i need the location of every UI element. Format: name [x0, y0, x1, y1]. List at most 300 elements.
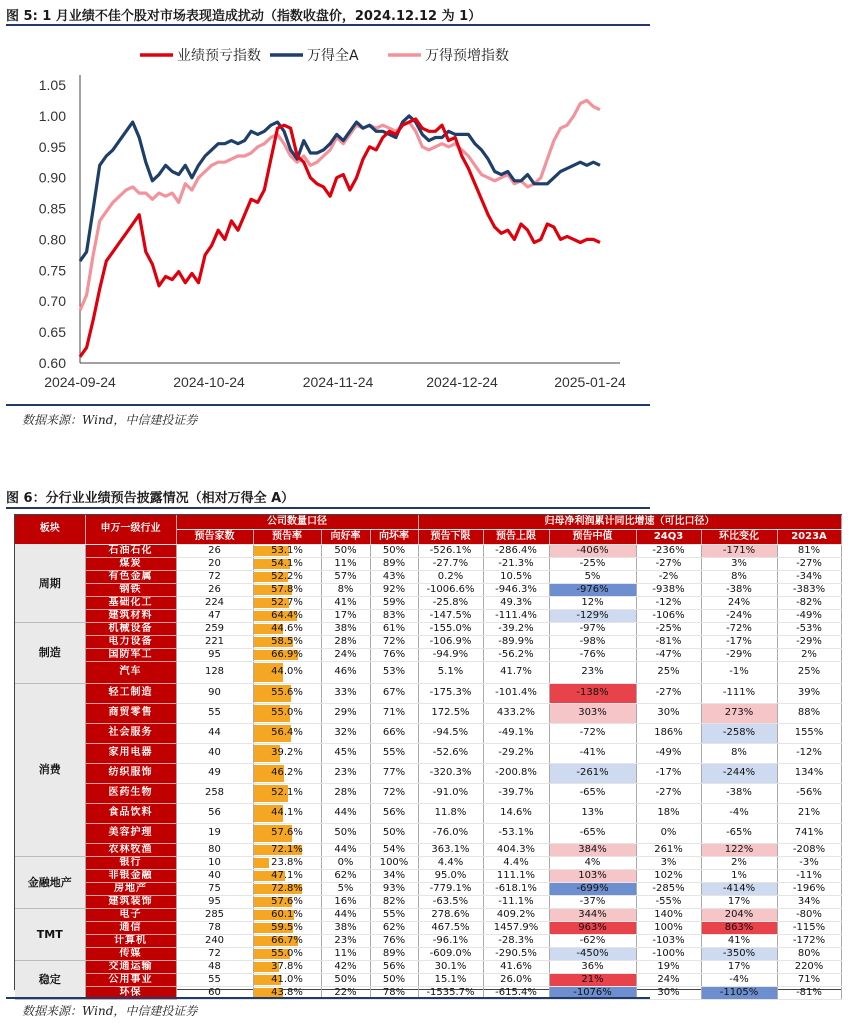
table-row: [15, 583, 841, 596]
industry-cell: 有色金属: [85, 570, 176, 583]
rate-cell: 37.8%: [253, 960, 321, 973]
count-cell: 72: [176, 947, 253, 960]
lower-bound-cell: -106.9%: [418, 635, 483, 648]
lower-bound-cell: -147.5%: [418, 609, 483, 622]
qoq-change-cell: 1%: [701, 869, 777, 882]
table-row: [15, 763, 841, 783]
upper-bound-cell: -49.1%: [483, 723, 549, 743]
a2023-cell: -53%: [777, 622, 841, 635]
a2023-cell: 21%: [777, 803, 841, 823]
line-chart: [0, 30, 660, 402]
good-rate-cell: 50%: [321, 544, 370, 557]
good-rate-cell: 17%: [321, 609, 370, 622]
q3-cell: -100%: [636, 947, 701, 960]
count-cell: 75: [176, 882, 253, 895]
count-cell: 56: [176, 803, 253, 823]
bad-rate-cell: 93%: [370, 882, 418, 895]
good-rate-cell: 28%: [321, 635, 370, 648]
table-row: [15, 557, 841, 570]
qoq-change-cell: 3%: [701, 557, 777, 570]
block-cell: TMT: [15, 908, 85, 960]
q3-cell: -47%: [636, 648, 701, 661]
qoq-change-cell: 122%: [701, 843, 777, 856]
upper-bound-cell: -89.9%: [483, 635, 549, 648]
industry-cell: 钢铁: [85, 583, 176, 596]
lower-bound-cell: 4.4%: [418, 856, 483, 869]
industry-cell: 基础化工: [85, 596, 176, 609]
upper-bound-cell: 41.7%: [483, 661, 549, 683]
upper-bound-cell: -618.1%: [483, 882, 549, 895]
qoq-change-cell: 8%: [701, 570, 777, 583]
q3-cell: 30%: [636, 703, 701, 723]
header-industry: 申万一级行业: [85, 515, 176, 544]
lower-bound-cell: 30.1%: [418, 960, 483, 973]
upper-bound-cell: -290.5%: [483, 947, 549, 960]
rate-cell: 44.1%: [253, 803, 321, 823]
bad-rate-cell: 67%: [370, 683, 418, 703]
count-cell: 78: [176, 921, 253, 934]
lower-bound-cell: 5.1%: [418, 661, 483, 683]
a2023-cell: -80%: [777, 908, 841, 921]
lower-bound-cell: -76.0%: [418, 823, 483, 843]
qoq-change-cell: 17%: [701, 895, 777, 908]
bad-rate-cell: 77%: [370, 763, 418, 783]
a2023-cell: -34%: [777, 570, 841, 583]
bad-rate-cell: 50%: [370, 544, 418, 557]
a2023-cell: 741%: [777, 823, 841, 843]
column-header: 2023A: [777, 529, 841, 544]
industry-cell: 电子: [85, 908, 176, 921]
industry-cell: 房地产: [85, 882, 176, 895]
industry-cell: 通信: [85, 921, 176, 934]
lower-bound-cell: -63.5%: [418, 895, 483, 908]
column-header: 预告率: [253, 529, 321, 544]
lower-bound-cell: 363.1%: [418, 843, 483, 856]
a2023-cell: 25%: [777, 661, 841, 683]
count-cell: 259: [176, 622, 253, 635]
header-group-growth: 归母净利润累计同比增速（可比口径）: [418, 515, 841, 529]
lower-bound-cell: -526.1%: [418, 544, 483, 557]
midpoint-cell: -62%: [549, 934, 636, 947]
upper-bound-cell: -11.1%: [483, 895, 549, 908]
bad-rate-cell: 71%: [370, 703, 418, 723]
count-cell: 240: [176, 934, 253, 947]
bad-rate-cell: 100%: [370, 856, 418, 869]
rate-cell: 52.2%: [253, 570, 321, 583]
figure5-bottom-rule: [6, 404, 650, 406]
bad-rate-cell: 72%: [370, 635, 418, 648]
rate-cell: 54.1%: [253, 557, 321, 570]
lower-bound-cell: 11.8%: [418, 803, 483, 823]
rate-bar: [254, 858, 270, 868]
bad-rate-cell: 89%: [370, 557, 418, 570]
industry-cell: 纺织服饰: [85, 763, 176, 783]
bad-rate-cell: 59%: [370, 596, 418, 609]
table-row: [15, 743, 841, 763]
industry-cell: 传媒: [85, 947, 176, 960]
a2023-cell: -27%: [777, 557, 841, 570]
table-row: [15, 544, 841, 557]
midpoint-cell: -65%: [549, 783, 636, 803]
a2023-cell: -29%: [777, 635, 841, 648]
figure5-title: 图 5: 1 月业绩不佳个股对市场表现造成扰动（指数收盘价，2024.12.12 为 1）: [6, 9, 482, 24]
rate-cell: 55.0%: [253, 703, 321, 723]
count-cell: 40: [176, 869, 253, 882]
lower-bound-cell: -91.0%: [418, 783, 483, 803]
rate-cell: 72.1%: [253, 843, 321, 856]
y-tick-label: 0.70: [38, 293, 66, 310]
bad-rate-cell: 72%: [370, 783, 418, 803]
rate-cell: 43.8%: [253, 986, 321, 999]
count-cell: 47: [176, 609, 253, 622]
column-header: 24Q3: [636, 529, 701, 544]
x-tick-label: 2024-10-24: [173, 374, 245, 390]
rate-cell: 66.9%: [253, 648, 321, 661]
rate-cell: 44.0%: [253, 661, 321, 683]
upper-bound-cell: -200.8%: [483, 763, 549, 783]
midpoint-cell: 963%: [549, 921, 636, 934]
count-cell: 90: [176, 683, 253, 703]
bad-rate-cell: 62%: [370, 921, 418, 934]
figure5-source: 数据来源：Wind，中信建投证券: [22, 413, 198, 427]
midpoint-cell: 36%: [549, 960, 636, 973]
q3-cell: -285%: [636, 882, 701, 895]
qoq-change-cell: -1105%: [701, 986, 777, 999]
count-cell: 128: [176, 661, 253, 683]
rate-cell: 64.4%: [253, 609, 321, 622]
rate-cell: 59.5%: [253, 921, 321, 934]
lower-bound-cell: 0.2%: [418, 570, 483, 583]
bad-rate-cell: 55%: [370, 908, 418, 921]
a2023-cell: -56%: [777, 783, 841, 803]
upper-bound-cell: 41.6%: [483, 960, 549, 973]
table-row: [15, 683, 841, 703]
figure6-source: 数据来源：Wind，中信建投证券: [22, 1004, 198, 1018]
a2023-cell: -208%: [777, 843, 841, 856]
count-cell: 40: [176, 743, 253, 763]
lower-bound-cell: -94.5%: [418, 723, 483, 743]
midpoint-cell: -72%: [549, 723, 636, 743]
legend-label: 业绩预亏指数: [177, 48, 261, 64]
qoq-change-cell: -4%: [701, 973, 777, 986]
qoq-change-cell: 8%: [701, 743, 777, 763]
lower-bound-cell: 15.1%: [418, 973, 483, 986]
rate-cell: 39.2%: [253, 743, 321, 763]
column-header: 环比变化: [701, 529, 777, 544]
good-rate-cell: 57%: [321, 570, 370, 583]
a2023-cell: -81%: [777, 986, 841, 999]
column-header: 预告中值: [549, 529, 636, 544]
bad-rate-cell: 89%: [370, 947, 418, 960]
lower-bound-cell: 95.0%: [418, 869, 483, 882]
rate-cell: 55.6%: [253, 683, 321, 703]
figure5-top-rule: [6, 24, 650, 26]
qoq-change-cell: -72%: [701, 622, 777, 635]
table-row: [15, 635, 841, 648]
good-rate-cell: 29%: [321, 703, 370, 723]
industry-cell: 公用事业: [85, 973, 176, 986]
q3-cell: -12%: [636, 596, 701, 609]
figure6-top-rule: [6, 507, 650, 509]
good-rate-cell: 8%: [321, 583, 370, 596]
qoq-change-cell: 204%: [701, 908, 777, 921]
legend-label: 万得预增指数: [425, 48, 509, 64]
industry-cell: 非银金融: [85, 869, 176, 882]
table-row: [15, 596, 841, 609]
figure6-bottom-rule: [6, 997, 650, 999]
count-cell: 224: [176, 596, 253, 609]
q3-cell: -55%: [636, 895, 701, 908]
bad-rate-cell: 61%: [370, 622, 418, 635]
lower-bound-cell: -94.9%: [418, 648, 483, 661]
midpoint-cell: -41%: [549, 743, 636, 763]
upper-bound-cell: -53.1%: [483, 823, 549, 843]
x-tick-label: 2024-09-24: [44, 374, 116, 390]
column-header: 预告家数: [176, 529, 253, 544]
rate-cell: 57.6%: [253, 895, 321, 908]
lower-bound-cell: -609.0%: [418, 947, 483, 960]
qoq-change-cell: -414%: [701, 882, 777, 895]
qoq-change-cell: -1%: [701, 661, 777, 683]
q3-cell: -106%: [636, 609, 701, 622]
upper-bound-cell: -111.4%: [483, 609, 549, 622]
midpoint-cell: -261%: [549, 763, 636, 783]
rate-cell: 55.0%: [253, 947, 321, 960]
qoq-change-cell: -38%: [701, 783, 777, 803]
bad-rate-cell: 50%: [370, 973, 418, 986]
good-rate-cell: 28%: [321, 783, 370, 803]
lower-bound-cell: -52.6%: [418, 743, 483, 763]
midpoint-cell: -25%: [549, 557, 636, 570]
qoq-change-cell: 863%: [701, 921, 777, 934]
q3-cell: -938%: [636, 583, 701, 596]
a2023-cell: -3%: [777, 856, 841, 869]
lower-bound-cell: -96.1%: [418, 934, 483, 947]
count-cell: 26: [176, 544, 253, 557]
good-rate-cell: 5%: [321, 882, 370, 895]
upper-bound-cell: 4.4%: [483, 856, 549, 869]
industry-cell: 家用电器: [85, 743, 176, 763]
q3-cell: 30%: [636, 986, 701, 999]
rate-cell: 58.5%: [253, 635, 321, 648]
a2023-cell: 39%: [777, 683, 841, 703]
qoq-change-cell: -350%: [701, 947, 777, 960]
midpoint-cell: -129%: [549, 609, 636, 622]
qoq-change-cell: -65%: [701, 823, 777, 843]
a2023-cell: -49%: [777, 609, 841, 622]
q3-cell: -236%: [636, 544, 701, 557]
upper-bound-cell: 404.3%: [483, 843, 549, 856]
industry-cell: 社会服务: [85, 723, 176, 743]
rate-cell: 57.8%: [253, 583, 321, 596]
a2023-cell: -82%: [777, 596, 841, 609]
table-row: [15, 823, 841, 843]
count-cell: 44: [176, 723, 253, 743]
bad-rate-cell: 78%: [370, 986, 418, 999]
count-cell: 19: [176, 823, 253, 843]
lower-bound-cell: -1006.6%: [418, 583, 483, 596]
good-rate-cell: 32%: [321, 723, 370, 743]
midpoint-cell: 5%: [549, 570, 636, 583]
table-row: [15, 661, 841, 683]
a2023-cell: 88%: [777, 703, 841, 723]
industry-cell: 煤炭: [85, 557, 176, 570]
column-header: 预告上限: [483, 529, 549, 544]
y-tick-label: 0.90: [38, 169, 66, 186]
a2023-cell: 2%: [777, 648, 841, 661]
rate-cell: 66.7%: [253, 934, 321, 947]
q3-cell: -27%: [636, 683, 701, 703]
midpoint-cell: -98%: [549, 635, 636, 648]
good-rate-cell: 38%: [321, 622, 370, 635]
upper-bound-cell: -28.3%: [483, 934, 549, 947]
qoq-change-cell: -258%: [701, 723, 777, 743]
y-tick-label: 0.95: [38, 138, 66, 155]
good-rate-cell: 11%: [321, 557, 370, 570]
midpoint-cell: 21%: [549, 973, 636, 986]
upper-bound-cell: 26.0%: [483, 973, 549, 986]
bad-rate-cell: 34%: [370, 869, 418, 882]
midpoint-cell: -699%: [549, 882, 636, 895]
a2023-cell: 34%: [777, 895, 841, 908]
industry-cell: 机械设备: [85, 622, 176, 635]
midpoint-cell: 344%: [549, 908, 636, 921]
industry-cell: 商贸零售: [85, 703, 176, 723]
industry-cell: 建筑材料: [85, 609, 176, 622]
series-line: [80, 119, 600, 357]
q3-cell: -17%: [636, 763, 701, 783]
q3-cell: 18%: [636, 803, 701, 823]
count-cell: 10: [176, 856, 253, 869]
q3-cell: -27%: [636, 557, 701, 570]
upper-bound-cell: 433.2%: [483, 703, 549, 723]
table-row: [15, 803, 841, 823]
lower-bound-cell: 278.6%: [418, 908, 483, 921]
bad-rate-cell: 54%: [370, 843, 418, 856]
a2023-cell: -196%: [777, 882, 841, 895]
qoq-change-cell: 24%: [701, 596, 777, 609]
q3-cell: -27%: [636, 783, 701, 803]
qoq-change-cell: 41%: [701, 934, 777, 947]
table-row: [15, 934, 841, 947]
y-tick-label: 0.85: [38, 200, 66, 217]
midpoint-cell: 384%: [549, 843, 636, 856]
bad-rate-cell: 92%: [370, 583, 418, 596]
block-cell: 稳定: [15, 960, 85, 999]
count-cell: 60: [176, 986, 253, 999]
bad-rate-cell: 56%: [370, 803, 418, 823]
bad-rate-cell: 43%: [370, 570, 418, 583]
good-rate-cell: 44%: [321, 843, 370, 856]
x-tick-label: 2024-11-24: [302, 374, 374, 390]
rate-cell: 44.6%: [253, 622, 321, 635]
upper-bound-cell: -56.2%: [483, 648, 549, 661]
upper-bound-cell: -21.3%: [483, 557, 549, 570]
industry-cell: 医药生物: [85, 783, 176, 803]
midpoint-cell: -138%: [549, 683, 636, 703]
midpoint-cell: -37%: [549, 895, 636, 908]
y-tick-label: 0.60: [38, 355, 66, 371]
midpoint-cell: -450%: [549, 947, 636, 960]
rate-cell: 57.6%: [253, 823, 321, 843]
count-cell: 80: [176, 843, 253, 856]
table-row: [15, 947, 841, 960]
midpoint-cell: -1076%: [549, 986, 636, 999]
table-row: [15, 843, 841, 856]
lower-bound-cell: 467.5%: [418, 921, 483, 934]
bad-rate-cell: 66%: [370, 723, 418, 743]
bad-rate-cell: 50%: [370, 823, 418, 843]
good-rate-cell: 62%: [321, 869, 370, 882]
good-rate-cell: 11%: [321, 947, 370, 960]
q3-cell: 0%: [636, 823, 701, 843]
upper-bound-cell: 111.1%: [483, 869, 549, 882]
table-row: [15, 921, 841, 934]
industry-cell: 银行: [85, 856, 176, 869]
qoq-change-cell: 2%: [701, 856, 777, 869]
table-row: [15, 783, 841, 803]
good-rate-cell: 44%: [321, 803, 370, 823]
lower-bound-cell: 172.5%: [418, 703, 483, 723]
upper-bound-cell: 10.5%: [483, 570, 549, 583]
table-row: [15, 973, 841, 986]
x-tick-label: 2024-12-24: [426, 374, 498, 390]
q3-cell: -81%: [636, 635, 701, 648]
y-tick-label: 0.75: [38, 262, 66, 279]
table-row: [15, 895, 841, 908]
q3-cell: 261%: [636, 843, 701, 856]
lower-bound-cell: -175.3%: [418, 683, 483, 703]
table-row: [15, 908, 841, 921]
good-rate-cell: 23%: [321, 763, 370, 783]
lower-bound-cell: -320.3%: [418, 763, 483, 783]
a2023-cell: 155%: [777, 723, 841, 743]
midpoint-cell: -97%: [549, 622, 636, 635]
industry-cell: 电力设备: [85, 635, 176, 648]
good-rate-cell: 38%: [321, 921, 370, 934]
qoq-change-cell: -244%: [701, 763, 777, 783]
rate-cell: 72.8%: [253, 882, 321, 895]
industry-cell: 建筑装饰: [85, 895, 176, 908]
industry-cell: 轻工制造: [85, 683, 176, 703]
industry-table: [15, 515, 842, 1000]
good-rate-cell: 50%: [321, 823, 370, 843]
industry-cell: 国防军工: [85, 648, 176, 661]
midpoint-cell: 103%: [549, 869, 636, 882]
bad-rate-cell: 76%: [370, 648, 418, 661]
count-cell: 95: [176, 648, 253, 661]
midpoint-cell: -976%: [549, 583, 636, 596]
good-rate-cell: 50%: [321, 973, 370, 986]
q3-cell: -49%: [636, 743, 701, 763]
rate-cell: 23.8%: [253, 856, 321, 869]
count-cell: 221: [176, 635, 253, 648]
good-rate-cell: 33%: [321, 683, 370, 703]
upper-bound-cell: -101.4%: [483, 683, 549, 703]
table-row: [15, 609, 841, 622]
lower-bound-cell: -155.0%: [418, 622, 483, 635]
lower-bound-cell: -1535.7%: [418, 986, 483, 999]
bad-rate-cell: 53%: [370, 661, 418, 683]
upper-bound-cell: 409.2%: [483, 908, 549, 921]
qoq-change-cell: -24%: [701, 609, 777, 622]
upper-bound-cell: -946.3%: [483, 583, 549, 596]
table-row: [15, 960, 841, 973]
lower-bound-cell: -27.7%: [418, 557, 483, 570]
bad-rate-cell: 76%: [370, 934, 418, 947]
upper-bound-cell: 14.6%: [483, 803, 549, 823]
rate-cell: 56.4%: [253, 723, 321, 743]
